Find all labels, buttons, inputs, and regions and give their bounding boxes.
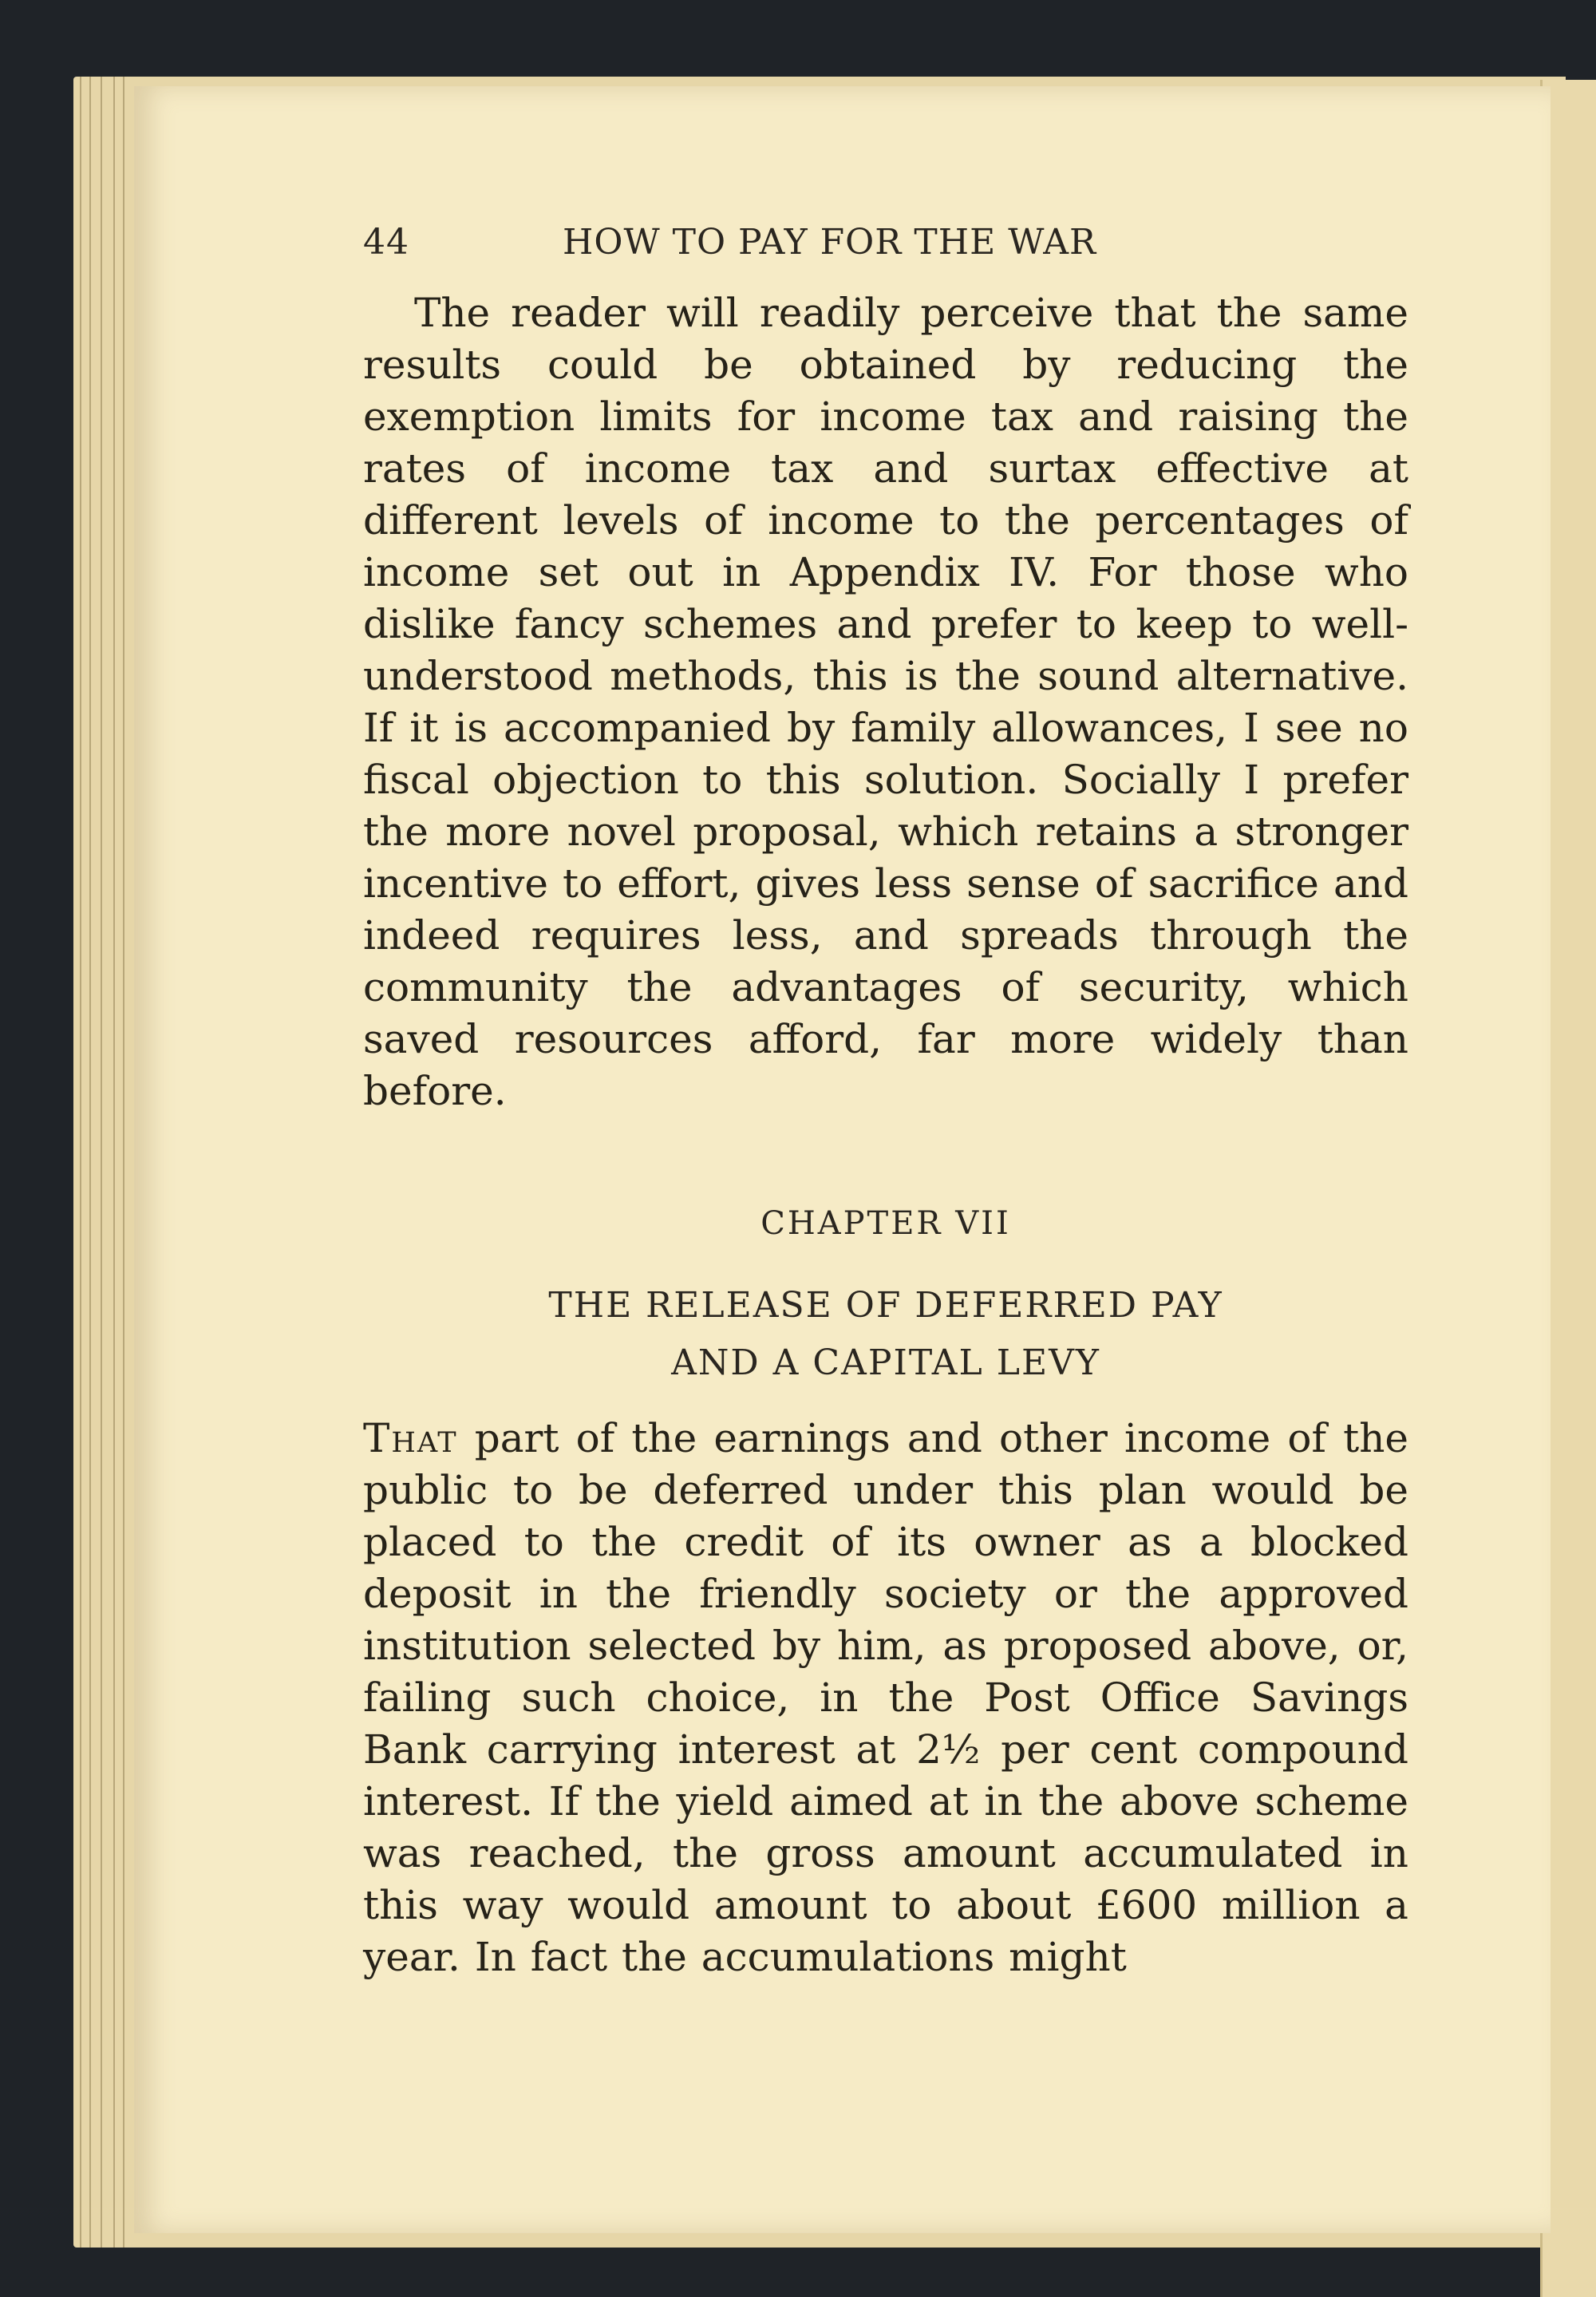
chapter-title-line-1: THE RELEASE OF DEFERRED PAY	[548, 1285, 1223, 1326]
paragraph-2	[363, 1413, 1408, 1983]
running-title: HOW TO PAY FOR THE WAR	[563, 222, 1097, 263]
chapter-label: CHAPTER VII	[760, 1205, 1011, 1242]
running-head	[363, 222, 1408, 270]
paragraph-2-lead-word: That	[363, 1415, 458, 1461]
chapter-title-line-2: AND A CAPITAL LEVY	[671, 1342, 1100, 1383]
chapter-title	[363, 1277, 1408, 1392]
page-edge-line	[101, 77, 102, 2248]
page-number: 44	[363, 222, 409, 263]
page-edge-line	[89, 77, 91, 2248]
paragraph-1: The reader will readily perceive that the same results could be obtained by reducing the exemption limits for income tax and raising the rates of income tax and surtax effective at different levels of income to the percentages of income set out in Appendix IV. For those who dislike fancy schemes and prefer to keep to well-understood methods, this is the sound alternative. If it is accompanied by family allowances, I see no fiscal objection to this solution. Socially I prefer the more novel proposal, which retains a stronger incentive to effort, gives less sense of sacrifice and indeed requires less, and spreads through the community the advantages of security, which saved resources afford, far more widely than before.	[363, 290, 1408, 1114]
page-edge-line	[113, 77, 115, 2248]
page-edge-line	[80, 77, 81, 2248]
page-edge-line	[123, 77, 124, 2248]
paragraph-2-text: part of the earnings and other income of the public to be deferred under this plan would be placed to the credit of its owner as a blocked deposit in the friendly society or the approved institution selected by him, as proposed above, or, failing such choice, in the Post Office Savings Bank carrying interest at 2½ per cent compound interest. If the yield aimed at in the above scheme was reached, the gross amount accumulated in this way would amount to about £600 million a year. In fact the accumulations might	[363, 1415, 1408, 1980]
